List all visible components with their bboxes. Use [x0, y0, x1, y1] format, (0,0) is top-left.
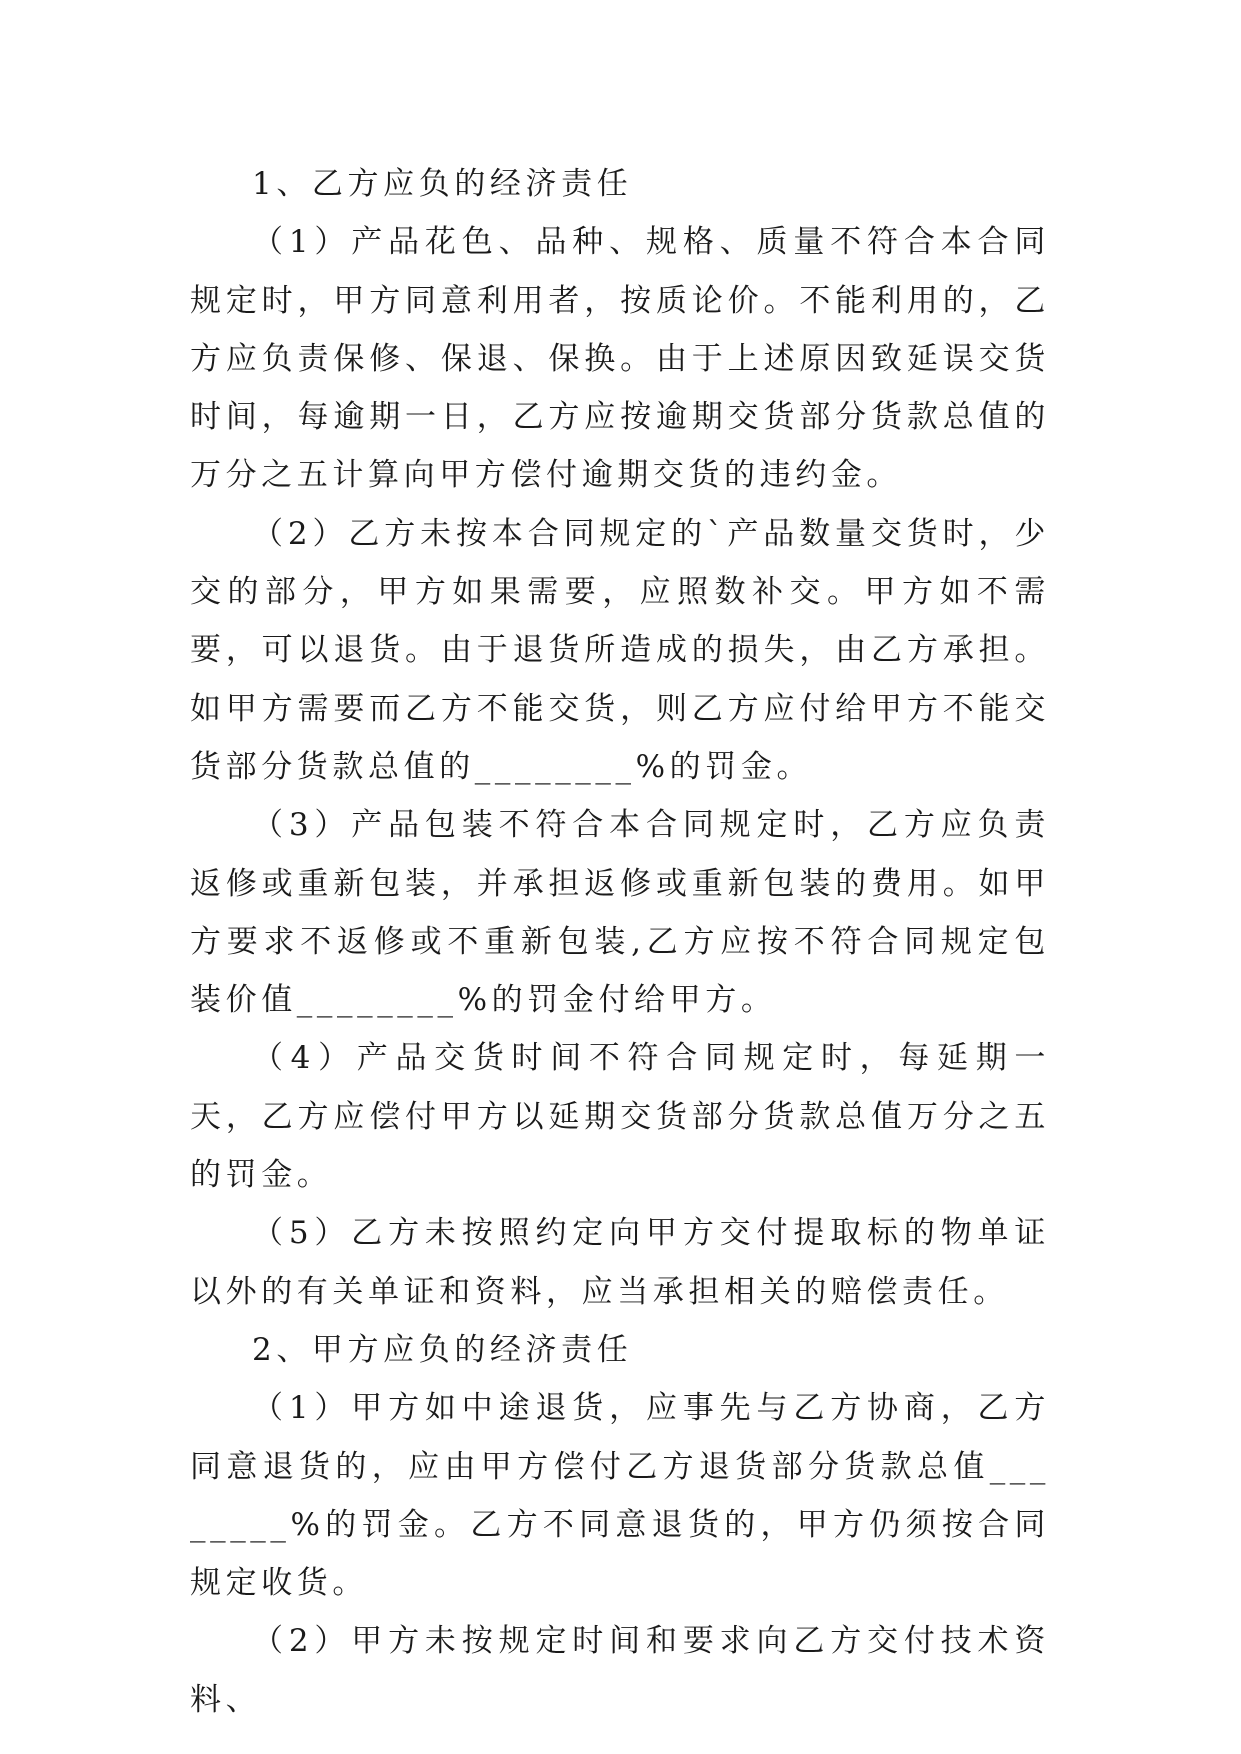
document-body — [190, 155, 1050, 1729]
clause-paragraph: （5）乙方未按照约定向甲方交付提取标的物单证以外的有关单证和资料，应当承担相关的赔偿责任。 — [190, 1215, 1050, 1310]
clause-paragraph: （3）产品包装不符合本合同规定时，乙方应负责返修或重新包装，并承担返修或重新包装的费用。如甲方要求不返修或不重新包装,乙方应按不符合同规定包装价值________%的罚金付给甲方。 — [190, 807, 1050, 1019]
clause-paragraph: （2）甲方未按规定时间和要求向乙方交付技术资料、 — [190, 1623, 1050, 1718]
clause-paragraph: （4）产品交货时间不符合同规定时，每延期一天，乙方应偿付甲方以延期交货部分货款总值万分之五的罚金。 — [190, 1040, 1050, 1194]
clause-paragraph: （1）甲方如中途退货，应事先与乙方协商，乙方同意退货的，应由甲方偿付乙方退货部分货款总值________%的罚金。乙方不同意退货的，甲方仍须按合同规定收货。 — [190, 1390, 1050, 1602]
clause-paragraph: （2）乙方未按本合同规定的`产品数量交货时，少交的部分，甲方如果需要，应照数补交。甲方如不需要，可以退货。由于退货所造成的损失，由乙方承担。如甲方需要而乙方不能交货，则乙方应付给甲方不能交货部分货款总值的________%的罚金。 — [190, 515, 1050, 785]
section-heading-party-a-liability: 2、甲方应负的经济责任 — [252, 1331, 633, 1368]
clause-paragraph: （1）产品花色、品种、规格、质量不符合本合同规定时，甲方同意利用者，按质论价。不能利用的，乙方应负责保修、保退、保换。由于上述原因致延误交货时间，每逾期一日，乙方应按逾期交货部分货款总值的万分之五计算向甲方偿付逾期交货的违约金。 — [190, 224, 1050, 494]
section-heading-party-b-liability: 1、乙方应负的经济责任 — [252, 166, 633, 202]
